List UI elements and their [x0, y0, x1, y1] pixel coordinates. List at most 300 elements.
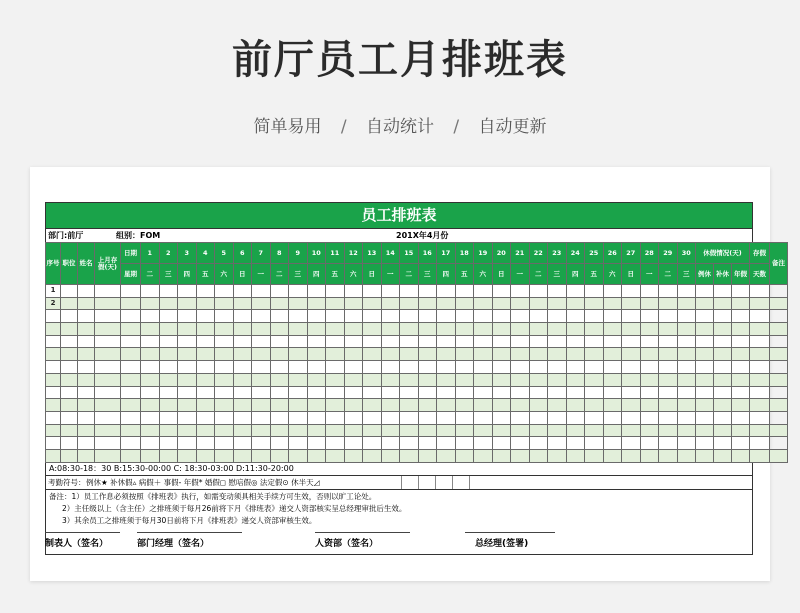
schedule-cell[interactable]	[511, 399, 530, 412]
schedule-cell[interactable]	[178, 399, 197, 412]
schedule-cell[interactable]	[455, 373, 474, 386]
schedule-cell[interactable]	[511, 373, 530, 386]
schedule-cell[interactable]	[492, 373, 511, 386]
schedule-cell[interactable]	[770, 424, 788, 437]
schedule-cell[interactable]	[196, 437, 215, 450]
schedule-cell[interactable]	[159, 399, 178, 412]
schedule-cell[interactable]	[141, 449, 160, 462]
schedule-cell[interactable]	[696, 437, 714, 450]
schedule-cell[interactable]	[400, 310, 419, 323]
schedule-cell[interactable]	[178, 335, 197, 348]
schedule-cell[interactable]	[196, 373, 215, 386]
schedule-cell[interactable]	[659, 285, 678, 298]
schedule-cell[interactable]	[141, 411, 160, 424]
schedule-cell[interactable]	[215, 411, 234, 424]
schedule-cell[interactable]	[307, 399, 326, 412]
schedule-cell[interactable]	[326, 297, 345, 310]
schedule-cell[interactable]	[363, 285, 382, 298]
schedule-cell[interactable]	[141, 297, 160, 310]
schedule-cell[interactable]	[529, 310, 548, 323]
schedule-cell[interactable]	[363, 335, 382, 348]
schedule-cell[interactable]	[326, 335, 345, 348]
schedule-cell[interactable]	[196, 424, 215, 437]
schedule-cell[interactable]	[381, 386, 400, 399]
schedule-cell[interactable]	[95, 285, 121, 298]
schedule-cell[interactable]	[252, 310, 271, 323]
schedule-cell[interactable]	[677, 373, 696, 386]
schedule-cell[interactable]	[714, 373, 732, 386]
schedule-cell[interactable]	[659, 386, 678, 399]
schedule-cell[interactable]	[603, 323, 622, 336]
row-seq-cell[interactable]	[46, 386, 61, 399]
schedule-cell[interactable]	[770, 297, 788, 310]
schedule-cell[interactable]	[585, 437, 604, 450]
schedule-cell[interactable]	[732, 361, 750, 374]
schedule-cell[interactable]	[603, 335, 622, 348]
schedule-cell[interactable]	[566, 424, 585, 437]
schedule-cell[interactable]	[252, 297, 271, 310]
schedule-cell[interactable]	[196, 361, 215, 374]
schedule-cell[interactable]	[603, 285, 622, 298]
schedule-cell[interactable]	[159, 424, 178, 437]
schedule-cell[interactable]	[455, 285, 474, 298]
schedule-cell[interactable]	[400, 411, 419, 424]
schedule-cell[interactable]	[585, 399, 604, 412]
schedule-cell[interactable]	[548, 386, 567, 399]
schedule-cell[interactable]	[95, 411, 121, 424]
schedule-cell[interactable]	[640, 335, 659, 348]
schedule-cell[interactable]	[640, 424, 659, 437]
schedule-cell[interactable]	[326, 437, 345, 450]
schedule-cell[interactable]	[492, 297, 511, 310]
schedule-cell[interactable]	[233, 310, 252, 323]
schedule-cell[interactable]	[95, 361, 121, 374]
schedule-cell[interactable]	[437, 437, 456, 450]
schedule-cell[interactable]	[61, 335, 78, 348]
schedule-cell[interactable]	[381, 297, 400, 310]
schedule-cell[interactable]	[474, 373, 493, 386]
schedule-cell[interactable]	[640, 373, 659, 386]
schedule-cell[interactable]	[437, 285, 456, 298]
schedule-cell[interactable]	[714, 399, 732, 412]
schedule-cell[interactable]	[732, 386, 750, 399]
schedule-cell[interactable]	[61, 323, 78, 336]
schedule-cell[interactable]	[529, 335, 548, 348]
schedule-cell[interactable]	[252, 348, 271, 361]
schedule-cell[interactable]	[381, 361, 400, 374]
schedule-cell[interactable]	[732, 310, 750, 323]
schedule-cell[interactable]	[750, 361, 770, 374]
schedule-cell[interactable]	[289, 373, 308, 386]
schedule-cell[interactable]	[381, 310, 400, 323]
schedule-cell[interactable]	[770, 437, 788, 450]
schedule-cell[interactable]	[141, 335, 160, 348]
schedule-cell[interactable]	[95, 348, 121, 361]
row-seq-cell[interactable]	[46, 310, 61, 323]
schedule-cell[interactable]	[159, 310, 178, 323]
schedule-cell[interactable]	[289, 348, 308, 361]
schedule-cell[interactable]	[696, 361, 714, 374]
schedule-cell[interactable]	[418, 285, 437, 298]
schedule-cell[interactable]	[696, 323, 714, 336]
schedule-cell[interactable]	[196, 285, 215, 298]
schedule-cell[interactable]	[659, 373, 678, 386]
schedule-cell[interactable]	[141, 424, 160, 437]
row-seq-cell[interactable]	[46, 373, 61, 386]
schedule-cell[interactable]	[363, 373, 382, 386]
schedule-cell[interactable]	[696, 386, 714, 399]
schedule-cell[interactable]	[474, 348, 493, 361]
schedule-cell[interactable]	[270, 285, 289, 298]
schedule-cell[interactable]	[770, 348, 788, 361]
schedule-cell[interactable]	[196, 335, 215, 348]
schedule-cell[interactable]	[732, 335, 750, 348]
schedule-cell[interactable]	[363, 399, 382, 412]
schedule-cell[interactable]	[215, 310, 234, 323]
schedule-cell[interactable]	[455, 323, 474, 336]
schedule-cell[interactable]	[344, 424, 363, 437]
schedule-cell[interactable]	[474, 449, 493, 462]
schedule-cell[interactable]	[252, 399, 271, 412]
schedule-cell[interactable]	[78, 399, 95, 412]
schedule-cell[interactable]	[437, 373, 456, 386]
schedule-cell[interactable]	[270, 348, 289, 361]
schedule-cell[interactable]	[437, 361, 456, 374]
schedule-cell[interactable]	[474, 310, 493, 323]
schedule-cell[interactable]	[418, 411, 437, 424]
schedule-cell[interactable]	[78, 449, 95, 462]
schedule-cell[interactable]	[714, 310, 732, 323]
schedule-cell[interactable]	[566, 386, 585, 399]
schedule-cell[interactable]	[640, 449, 659, 462]
schedule-cell[interactable]	[363, 437, 382, 450]
schedule-cell[interactable]	[289, 399, 308, 412]
schedule-cell[interactable]	[548, 297, 567, 310]
row-seq-cell[interactable]	[46, 411, 61, 424]
schedule-cell[interactable]	[474, 297, 493, 310]
schedule-cell[interactable]	[61, 285, 78, 298]
schedule-cell[interactable]	[121, 310, 141, 323]
schedule-cell[interactable]	[178, 361, 197, 374]
schedule-cell[interactable]	[659, 399, 678, 412]
schedule-cell[interactable]	[548, 310, 567, 323]
schedule-cell[interactable]	[289, 285, 308, 298]
schedule-cell[interactable]	[233, 399, 252, 412]
schedule-cell[interactable]	[141, 437, 160, 450]
schedule-cell[interactable]	[121, 411, 141, 424]
schedule-cell[interactable]	[437, 449, 456, 462]
schedule-cell[interactable]	[529, 437, 548, 450]
schedule-cell[interactable]	[61, 449, 78, 462]
schedule-cell[interactable]	[289, 424, 308, 437]
schedule-cell[interactable]	[437, 348, 456, 361]
schedule-cell[interactable]	[732, 449, 750, 462]
schedule-cell[interactable]	[640, 386, 659, 399]
schedule-cell[interactable]	[307, 348, 326, 361]
schedule-cell[interactable]	[714, 386, 732, 399]
schedule-cell[interactable]	[252, 386, 271, 399]
schedule-cell[interactable]	[418, 373, 437, 386]
schedule-cell[interactable]	[270, 335, 289, 348]
schedule-cell[interactable]	[770, 373, 788, 386]
schedule-cell[interactable]	[95, 449, 121, 462]
schedule-cell[interactable]	[529, 424, 548, 437]
schedule-cell[interactable]	[289, 411, 308, 424]
schedule-cell[interactable]	[363, 348, 382, 361]
schedule-cell[interactable]	[622, 437, 641, 450]
schedule-cell[interactable]	[622, 323, 641, 336]
schedule-cell[interactable]	[566, 297, 585, 310]
schedule-cell[interactable]	[159, 373, 178, 386]
schedule-cell[interactable]	[61, 386, 78, 399]
schedule-cell[interactable]	[437, 335, 456, 348]
schedule-cell[interactable]	[215, 297, 234, 310]
schedule-cell[interactable]	[121, 399, 141, 412]
schedule-cell[interactable]	[363, 361, 382, 374]
schedule-cell[interactable]	[215, 373, 234, 386]
schedule-cell[interactable]	[178, 449, 197, 462]
schedule-cell[interactable]	[215, 323, 234, 336]
schedule-cell[interactable]	[78, 335, 95, 348]
schedule-cell[interactable]	[215, 335, 234, 348]
schedule-cell[interactable]	[455, 297, 474, 310]
schedule-cell[interactable]	[750, 386, 770, 399]
schedule-cell[interactable]	[566, 437, 585, 450]
schedule-cell[interactable]	[215, 386, 234, 399]
schedule-cell[interactable]	[511, 386, 530, 399]
schedule-cell[interactable]	[95, 424, 121, 437]
schedule-cell[interactable]	[750, 323, 770, 336]
schedule-cell[interactable]	[141, 285, 160, 298]
schedule-cell[interactable]	[381, 411, 400, 424]
schedule-cell[interactable]	[548, 449, 567, 462]
schedule-cell[interactable]	[529, 399, 548, 412]
schedule-cell[interactable]	[455, 335, 474, 348]
schedule-cell[interactable]	[344, 437, 363, 450]
schedule-cell[interactable]	[529, 386, 548, 399]
schedule-cell[interactable]	[363, 411, 382, 424]
schedule-cell[interactable]	[455, 437, 474, 450]
schedule-cell[interactable]	[418, 361, 437, 374]
schedule-cell[interactable]	[548, 411, 567, 424]
schedule-cell[interactable]	[121, 449, 141, 462]
schedule-cell[interactable]	[659, 348, 678, 361]
schedule-cell[interactable]	[529, 297, 548, 310]
schedule-cell[interactable]	[603, 310, 622, 323]
schedule-cell[interactable]	[732, 348, 750, 361]
schedule-cell[interactable]	[381, 323, 400, 336]
schedule-cell[interactable]	[566, 411, 585, 424]
schedule-cell[interactable]	[696, 424, 714, 437]
schedule-cell[interactable]	[770, 310, 788, 323]
row-seq-cell[interactable]	[46, 323, 61, 336]
schedule-cell[interactable]	[363, 297, 382, 310]
schedule-cell[interactable]	[492, 361, 511, 374]
schedule-cell[interactable]	[474, 386, 493, 399]
schedule-cell[interactable]	[344, 386, 363, 399]
schedule-cell[interactable]	[732, 323, 750, 336]
schedule-cell[interactable]	[659, 424, 678, 437]
schedule-cell[interactable]	[141, 348, 160, 361]
schedule-cell[interactable]	[307, 285, 326, 298]
schedule-cell[interactable]	[215, 399, 234, 412]
schedule-cell[interactable]	[529, 361, 548, 374]
schedule-cell[interactable]	[121, 323, 141, 336]
schedule-cell[interactable]	[585, 373, 604, 386]
schedule-cell[interactable]	[640, 323, 659, 336]
schedule-cell[interactable]	[622, 399, 641, 412]
schedule-cell[interactable]	[732, 424, 750, 437]
schedule-cell[interactable]	[566, 399, 585, 412]
schedule-cell[interactable]	[714, 424, 732, 437]
schedule-cell[interactable]	[511, 348, 530, 361]
schedule-cell[interactable]	[141, 310, 160, 323]
schedule-cell[interactable]	[585, 411, 604, 424]
schedule-cell[interactable]	[511, 335, 530, 348]
schedule-cell[interactable]	[159, 361, 178, 374]
schedule-cell[interactable]	[492, 437, 511, 450]
schedule-cell[interactable]	[714, 437, 732, 450]
schedule-cell[interactable]	[566, 323, 585, 336]
schedule-cell[interactable]	[640, 399, 659, 412]
schedule-cell[interactable]	[659, 361, 678, 374]
schedule-cell[interactable]	[770, 386, 788, 399]
schedule-cell[interactable]	[178, 424, 197, 437]
schedule-cell[interactable]	[326, 424, 345, 437]
schedule-cell[interactable]	[400, 386, 419, 399]
schedule-cell[interactable]	[677, 348, 696, 361]
schedule-cell[interactable]	[363, 449, 382, 462]
row-seq-cell[interactable]	[46, 449, 61, 462]
schedule-cell[interactable]	[677, 399, 696, 412]
schedule-cell[interactable]	[677, 411, 696, 424]
schedule-cell[interactable]	[677, 386, 696, 399]
schedule-cell[interactable]	[381, 437, 400, 450]
schedule-cell[interactable]	[714, 323, 732, 336]
schedule-cell[interactable]	[178, 348, 197, 361]
schedule-cell[interactable]	[566, 449, 585, 462]
schedule-cell[interactable]	[732, 297, 750, 310]
schedule-cell[interactable]	[121, 437, 141, 450]
schedule-cell[interactable]	[622, 348, 641, 361]
schedule-cell[interactable]	[418, 323, 437, 336]
schedule-cell[interactable]	[696, 297, 714, 310]
schedule-cell[interactable]	[326, 399, 345, 412]
schedule-cell[interactable]	[603, 411, 622, 424]
schedule-cell[interactable]	[622, 297, 641, 310]
schedule-cell[interactable]	[344, 373, 363, 386]
schedule-cell[interactable]	[492, 285, 511, 298]
schedule-cell[interactable]	[474, 399, 493, 412]
schedule-cell[interactable]	[307, 386, 326, 399]
schedule-cell[interactable]	[381, 348, 400, 361]
schedule-cell[interactable]	[640, 437, 659, 450]
schedule-cell[interactable]	[178, 297, 197, 310]
schedule-cell[interactable]	[270, 411, 289, 424]
schedule-cell[interactable]	[270, 373, 289, 386]
schedule-cell[interactable]	[121, 348, 141, 361]
schedule-cell[interactable]	[307, 323, 326, 336]
schedule-cell[interactable]	[585, 297, 604, 310]
schedule-cell[interactable]	[270, 386, 289, 399]
schedule-cell[interactable]	[529, 348, 548, 361]
schedule-cell[interactable]	[659, 323, 678, 336]
schedule-cell[interactable]	[215, 437, 234, 450]
schedule-cell[interactable]	[344, 449, 363, 462]
schedule-cell[interactable]	[732, 399, 750, 412]
schedule-cell[interactable]	[289, 449, 308, 462]
row-seq-cell[interactable]: 2	[46, 297, 61, 310]
schedule-cell[interactable]	[640, 348, 659, 361]
schedule-cell[interactable]	[603, 373, 622, 386]
schedule-cell[interactable]	[307, 373, 326, 386]
schedule-cell[interactable]	[121, 285, 141, 298]
schedule-cell[interactable]	[61, 437, 78, 450]
schedule-cell[interactable]	[270, 449, 289, 462]
schedule-cell[interactable]	[529, 285, 548, 298]
schedule-cell[interactable]	[159, 449, 178, 462]
schedule-cell[interactable]	[492, 310, 511, 323]
schedule-cell[interactable]	[750, 297, 770, 310]
schedule-cell[interactable]	[270, 310, 289, 323]
schedule-cell[interactable]	[326, 310, 345, 323]
row-seq-cell[interactable]	[46, 424, 61, 437]
schedule-cell[interactable]	[196, 449, 215, 462]
schedule-cell[interactable]	[622, 373, 641, 386]
schedule-cell[interactable]	[270, 297, 289, 310]
schedule-cell[interactable]	[307, 424, 326, 437]
schedule-cell[interactable]	[566, 373, 585, 386]
schedule-cell[interactable]	[78, 373, 95, 386]
schedule-cell[interactable]	[400, 297, 419, 310]
schedule-cell[interactable]	[400, 437, 419, 450]
schedule-cell[interactable]	[750, 399, 770, 412]
schedule-cell[interactable]	[95, 399, 121, 412]
schedule-cell[interactable]	[566, 310, 585, 323]
schedule-cell[interactable]	[677, 335, 696, 348]
schedule-cell[interactable]	[640, 297, 659, 310]
schedule-cell[interactable]	[178, 373, 197, 386]
schedule-cell[interactable]	[418, 449, 437, 462]
schedule-cell[interactable]	[344, 335, 363, 348]
schedule-cell[interactable]	[363, 323, 382, 336]
schedule-cell[interactable]	[326, 411, 345, 424]
schedule-cell[interactable]	[252, 437, 271, 450]
schedule-cell[interactable]	[344, 411, 363, 424]
schedule-cell[interactable]	[400, 348, 419, 361]
schedule-cell[interactable]	[78, 310, 95, 323]
schedule-cell[interactable]	[289, 437, 308, 450]
schedule-cell[interactable]	[400, 424, 419, 437]
schedule-cell[interactable]	[418, 437, 437, 450]
schedule-cell[interactable]	[732, 411, 750, 424]
schedule-cell[interactable]	[233, 297, 252, 310]
schedule-cell[interactable]	[307, 297, 326, 310]
schedule-cell[interactable]	[603, 361, 622, 374]
schedule-cell[interactable]	[750, 285, 770, 298]
schedule-cell[interactable]	[732, 437, 750, 450]
schedule-cell[interactable]	[696, 449, 714, 462]
schedule-cell[interactable]	[326, 348, 345, 361]
schedule-cell[interactable]	[381, 285, 400, 298]
schedule-cell[interactable]	[418, 310, 437, 323]
schedule-cell[interactable]	[233, 386, 252, 399]
schedule-cell[interactable]	[714, 335, 732, 348]
row-seq-cell[interactable]	[46, 437, 61, 450]
row-seq-cell[interactable]	[46, 361, 61, 374]
schedule-cell[interactable]	[455, 449, 474, 462]
schedule-cell[interactable]	[750, 335, 770, 348]
